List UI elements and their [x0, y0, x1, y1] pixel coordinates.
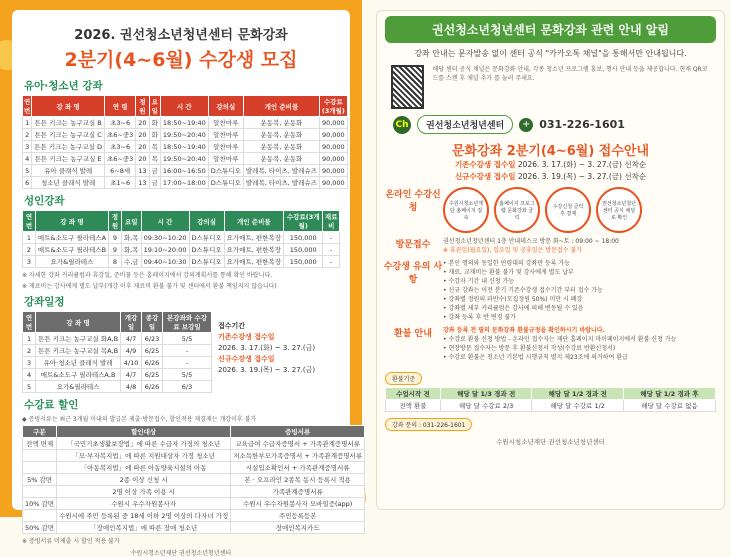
table-cell: 운동복, 운동화 — [243, 129, 319, 141]
refund-head: 강좌 등록 전 필히 문화강좌 환불규정을 확인하시기 바랍니다. — [443, 327, 605, 334]
left-panel — [12, 10, 363, 557]
table-cell: 발레복, 타이츠, 발레슈즈 — [243, 165, 319, 177]
table-cell: 6/26 — [142, 381, 163, 393]
table-cell: 9 — [109, 232, 122, 244]
table-cell: D스튜디오 — [189, 232, 224, 244]
youth-heading: 유아·청소년 강좌 — [24, 80, 103, 92]
kakao-channel-icon: Ch — [393, 116, 411, 134]
table-cell: 금 — [149, 165, 160, 177]
table-cell: 화,목 — [121, 232, 141, 244]
table-cell: 해당 달 수강료 없음 — [623, 400, 715, 412]
schedule-heading: 강좌일정 — [24, 296, 65, 308]
table-cell: 유아 클래식 발레 — [32, 165, 105, 177]
table-cell: 화,목 — [121, 244, 141, 256]
caution-item: • 강좌별 정원의 과반수(모집정원 50%) 미만 시 폐강 — [443, 296, 583, 303]
table-cell: 튼튼 키크는 농구교실 C — [32, 129, 105, 141]
table-cell: 5/5 — [163, 369, 212, 381]
table-cell — [23, 462, 57, 474]
table-header: 시 간 — [141, 211, 189, 232]
table-cell: 4/7 — [121, 369, 142, 381]
channel-name[interactable]: 권선청소년청년센터 — [417, 115, 513, 134]
table-cell: 19:50~20:40 — [160, 153, 208, 165]
table-cell: - — [323, 232, 340, 244]
table-header: 정원 — [109, 211, 122, 232]
table-cell: 13 — [136, 165, 149, 177]
table-cell: 4 — [23, 369, 36, 381]
table-cell: D스튜디오 — [208, 177, 243, 189]
table-cell: 90,000 — [319, 177, 347, 189]
table-header: 요일 — [149, 96, 160, 117]
schedule-row — [23, 369, 212, 381]
table-cell: 튼튼 키크는 농구교실 화A,B — [36, 333, 121, 345]
table-cell: 6 — [23, 177, 32, 189]
caution-label: 수강생 유의 사항 — [383, 262, 443, 285]
poster-year-title: 2026. 권선청소년청년센터 문화강좌 — [74, 28, 288, 43]
table-cell — [23, 510, 57, 522]
discount-row — [23, 462, 365, 474]
table-cell: 6/3 — [163, 381, 212, 393]
table-cell: 저소득한부모가족증명서 + 가족관계증명서류 — [231, 450, 365, 462]
table-cell: 튼튼 키크는 농구교실 D — [32, 141, 105, 153]
table-header: 수업시작 전 — [386, 388, 441, 400]
table-cell: 청소년 클래식 발레 — [32, 177, 105, 189]
discount-row — [23, 486, 365, 498]
table-cell: 초6~중3 — [105, 129, 136, 141]
table-cell: 6/26 — [142, 357, 163, 369]
table-cell: 2종 이상 신청 시 — [57, 474, 231, 486]
table-cell: 16:00~16:50 — [160, 165, 208, 177]
table-cell: 유아·청소년 클래식 발레 — [36, 357, 121, 369]
plus-icon[interactable]: + — [519, 118, 533, 132]
table-cell: 튼튼 키크는 농구교실 목A,B — [36, 345, 121, 357]
schedule-row — [23, 381, 212, 393]
table-cell: 2 — [23, 244, 36, 256]
table-cell: 「장애인복지법」에 따른 장애 청소년 — [57, 522, 231, 534]
table-cell: 20 — [136, 129, 149, 141]
table-header: 강 좌 명 — [36, 312, 121, 333]
schedule-row — [23, 333, 212, 345]
table-cell: - — [323, 256, 340, 268]
table-cell: 튼튼 키크는 농구교실 E — [32, 153, 105, 165]
caution-item: • 신규 강좌는 이전 분기 기존수강생 접수기간 부터 접수 가능 — [443, 287, 603, 294]
table-cell: - — [163, 357, 212, 369]
table-header: 재료비 — [323, 211, 340, 232]
right-panel — [376, 10, 725, 510]
table-cell: 6/25 — [142, 369, 163, 381]
table-cell: 시설입소확인서 + 가족관계증명서류 — [231, 462, 365, 474]
table-cell: 5/5 — [163, 333, 212, 345]
refund-block — [383, 326, 718, 362]
table-cell: 90,000 — [319, 165, 347, 177]
table-cell: 150,000 — [284, 232, 323, 244]
left-poster — [0, 0, 363, 557]
table-cell: 1 — [23, 117, 32, 129]
table-cell: 화 — [149, 117, 160, 129]
table-cell: 18:50~19:40 — [160, 117, 208, 129]
caution-list — [443, 259, 718, 322]
caution-block — [383, 259, 718, 322]
table-header: 해당 달 1/2 경과 전 — [532, 388, 624, 400]
table-cell: 90,000 — [319, 141, 347, 153]
caution-item: • 수강자 기간 내 신청 가능 — [443, 278, 515, 285]
adult-table — [22, 210, 340, 268]
table-cell: 수원시 우수자원봉사자 모바일증(app) — [231, 498, 365, 510]
table-header: 연번 — [23, 211, 36, 232]
refund-label: 환불 안내 — [394, 329, 432, 339]
discount-row — [23, 510, 365, 522]
table-cell: 장애인복지카드 — [231, 522, 365, 534]
receipt-period — [218, 311, 315, 393]
table-cell: 초3~6 — [105, 141, 136, 153]
table-header: 연번 — [23, 312, 36, 333]
table-header: 본강좌와 수강료 보강일 — [163, 312, 212, 333]
youth-row — [23, 141, 348, 153]
adult-note-2: ※ 재료비는 강사에게 별도 납부(개강 이후 재료비 환불 불가 및 센터에서 환불 책임지지 않습니다) — [22, 283, 277, 290]
table-cell: 13 — [136, 177, 149, 189]
youth-row — [23, 177, 348, 189]
table-cell: 수원시에 주민 등록된 중 18세 이하 2명 이상의 다자녀 가정 — [57, 510, 231, 522]
table-cell: 요가매트, 편한복장 — [224, 256, 283, 268]
table-header: 연 령 — [105, 96, 136, 117]
table-header: 할인대상 — [57, 426, 231, 438]
step-circle: 홈페이지 프로그램 문화강좌 클릭 — [494, 187, 540, 233]
table-cell: 4/8 — [121, 381, 142, 393]
table-cell: 5 — [23, 165, 32, 177]
discount-heading: 수강료 할인 — [24, 399, 79, 411]
refund-table — [385, 387, 716, 412]
discount-row — [23, 522, 365, 534]
online-label: 온라인 수강신청 — [385, 190, 441, 213]
table-cell: 150,000 — [284, 256, 323, 268]
table-header: 종강일 — [142, 312, 163, 333]
table-header: 정원 — [136, 96, 149, 117]
table-cell: 6/23 — [142, 333, 163, 345]
refund-item: • 수강료 환불은 청소년 기본법 시행규칙 별지 제23조에 의거하여 환급 — [443, 354, 628, 361]
table-cell: D스튜디오 — [208, 165, 243, 177]
table-cell: 본 · 오프라인 2종목 동시 등록시 적용 — [231, 474, 365, 486]
table-cell: 전액 면제 — [23, 438, 57, 450]
table-cell: 2 — [23, 129, 32, 141]
refund-list — [443, 335, 718, 362]
table-cell: 매트&소도구 필라테스A,B — [36, 369, 121, 381]
phone-number: 031-226-1601 — [539, 118, 625, 131]
online-block — [383, 187, 718, 233]
table-cell: 매트&소도구 필라테스A — [35, 232, 108, 244]
table-cell: 요가매트, 편한복장 — [224, 244, 283, 256]
table-cell: 해당 달 수강료 2/3 — [440, 400, 532, 412]
left-logo: 수원시청소년재단 권선청소년청년센터 — [130, 550, 232, 557]
table-cell: 1 — [23, 232, 36, 244]
youth-row — [23, 153, 348, 165]
table-cell: 발레복, 타이츠, 발레슈즈 — [243, 177, 319, 189]
table-cell: D스튜디오 — [189, 256, 224, 268]
table-cell: 초1~6 — [105, 177, 136, 189]
table-header: 개인 준비물 — [224, 211, 283, 232]
table-cell: 알찬마루 — [208, 153, 243, 165]
table-cell: 요가&필라테스 — [35, 256, 108, 268]
adult-row — [23, 232, 340, 244]
table-cell: 4/10 — [121, 357, 142, 369]
table-cell: 20 — [136, 141, 149, 153]
step-circle: 수강신청 클릭 후 결제 — [545, 187, 591, 233]
qr-code-icon[interactable] — [391, 65, 424, 109]
table-header: 증빙서류 — [231, 426, 365, 438]
adult-note-1: ※ 자세한 강좌 커리큘럼과 휴강일, 준비물 등은 홈페이지에서 강의계획서를 통해 확인 바랍니다. — [22, 272, 273, 279]
table-cell: 4 — [23, 153, 32, 165]
qr-text: 해당 센터 공식 채널은 문화강좌 안내, 각종 청소년 프로그램 홍보, 행사 안내 등을 제공합니다. 현재 QR코드를 스캔 후 채널 추가 를 눌러 주세요. — [432, 66, 708, 82]
receipt-dates — [377, 159, 724, 183]
refund-item: • 수강료 환불 신청 방법 - 온라인 접수자는 재단 홈페이지 마이페이지에서 환불 신청 가능 — [443, 336, 677, 343]
table-cell: 5% 감면 — [23, 474, 57, 486]
table-cell: 해당 달 수강료 1/2 — [532, 400, 624, 412]
inquiry: 강좌 문의 : 031-226-1601 — [385, 418, 472, 431]
schedule-row — [23, 345, 212, 357]
table-cell: 1 — [23, 333, 36, 345]
table-cell: 18:50~19:40 — [160, 141, 208, 153]
table-cell: D스튜디오 — [189, 244, 224, 256]
table-cell: 90,000 — [319, 129, 347, 141]
table-header: 수강료(3개월) — [319, 96, 347, 117]
table-cell: 「모·부자복지법」에 따른 지원대상자 가정 청소년 — [57, 450, 231, 462]
table-cell: 요가매트, 편한복장 — [224, 232, 283, 244]
discount-note: ◆ 증빙서류는 최근 3개월 이내의 발급본 제출·방문접수, 할인적용 재결제는 개강이후 불가 — [22, 416, 257, 423]
table-cell: 초3~6 — [105, 117, 136, 129]
right-logo: 수원시청소년재단 권선청소년청년센터 — [496, 438, 605, 446]
caution-item: • 본인 명의와 동일한 연령대의 강좌만 등록 가능 — [443, 260, 571, 267]
table-cell: 주민등록등본 — [231, 510, 365, 522]
youth-row — [23, 165, 348, 177]
table-header: 수강료(3개월) — [284, 211, 323, 232]
table-cell: 150,000 — [284, 244, 323, 256]
table-cell — [23, 486, 57, 498]
youth-row — [23, 129, 348, 141]
table-cell: 교육급여 수급자증명서 + 가족관계증명서류 — [231, 438, 365, 450]
caution-item: • 강좌 등록 후 반 변경 불가 — [443, 314, 516, 321]
poster-main-title: 2분기(4~6월) 수강생 모집 — [64, 49, 298, 71]
table-cell: 90,000 — [319, 117, 347, 129]
table-cell: 초6~중3 — [105, 153, 136, 165]
table-cell: 가족관계증명서류 — [231, 486, 365, 498]
existing-label: 기존수강생 접수일 — [454, 160, 516, 169]
table-cell: 3 — [23, 141, 32, 153]
youth-table — [22, 95, 348, 189]
channel-row — [393, 115, 708, 134]
adult-row — [23, 244, 340, 256]
table-cell: - — [163, 345, 212, 357]
table-cell: 4/9 — [121, 345, 142, 357]
existing-date: 2026. 3. 17.(화) ~ 3. 27.(금) — [218, 344, 316, 352]
caution-item: • 재료, 교재비는 환불 불가 및 강사에게 별도 납부 — [443, 269, 574, 276]
table-cell: 90,000 — [319, 153, 347, 165]
table-header: 구분 — [23, 426, 57, 438]
discount-row — [23, 474, 365, 486]
table-cell: 「아동복지법」에 따른 아동양육시설의 아동 — [57, 462, 231, 474]
discount-row — [23, 438, 365, 450]
discount-table — [22, 425, 365, 534]
table-cell: 19:10~20:00 — [141, 244, 189, 256]
table-cell: 알찬마루 — [208, 141, 243, 153]
table-cell: 9 — [109, 244, 122, 256]
table-cell: 20 — [136, 117, 149, 129]
table-header: 강의실 — [189, 211, 224, 232]
table-cell: 목 — [149, 141, 160, 153]
table-cell: 수,금 — [121, 256, 141, 268]
table-cell — [23, 450, 57, 462]
table-cell: 매트&소도구 필라테스B — [35, 244, 108, 256]
table-cell: 09:40~10:30 — [141, 256, 189, 268]
refund-item: • 현장방문 접수자는 방문 후 환불신청서 작성(수강료 반환신청서) — [443, 345, 616, 352]
table-cell: 6~8세 — [105, 165, 136, 177]
table-cell: 3 — [23, 256, 36, 268]
table-cell: 3 — [23, 357, 36, 369]
kakao-info: 강좌 안내는 문자발송 없이 센터 공식 "카카오톡 채널"을 통해서만 안내됩니다. — [414, 49, 687, 58]
table-cell: 알찬마루 — [208, 117, 243, 129]
new-label: 신규수강생 접수일 — [454, 172, 516, 181]
table-cell: 20 — [136, 153, 149, 165]
adult-row — [23, 256, 340, 268]
new-date: 2026. 3. 19.(목) ~ 3. 27.(금) — [218, 366, 316, 374]
discount-row — [23, 450, 365, 462]
table-header: 강의실 — [208, 96, 243, 117]
table-cell: 알찬마루 — [208, 129, 243, 141]
new-date: 2026. 3. 19.(목) ~ 3. 27.(금) 선착순 — [517, 172, 647, 181]
table-cell: 화 — [149, 129, 160, 141]
table-cell: 운동복, 운동화 — [243, 117, 319, 129]
table-cell: 50% 감면 — [23, 522, 57, 534]
table-header: 강 좌 명 — [35, 211, 108, 232]
youth-row — [23, 117, 348, 129]
table-header: 개강일 — [121, 312, 142, 333]
schedule-row — [23, 357, 212, 369]
table-header: 해당 달 1/2 경과 후 — [623, 388, 715, 400]
table-header: 요일 — [121, 211, 141, 232]
refund-table-title: 환불기준 — [385, 372, 422, 385]
table-cell: 09:30~10:20 — [141, 232, 189, 244]
table-header: 연번 — [23, 96, 32, 117]
table-header: 시 간 — [160, 96, 208, 117]
table-cell: 8 — [109, 256, 122, 268]
schedule-table — [22, 311, 212, 393]
table-cell: 2명 이상 가족 이용 시 — [57, 486, 231, 498]
discount-row — [23, 498, 365, 510]
table-cell: 금 — [149, 177, 160, 189]
table-cell: 2 — [23, 345, 36, 357]
table-cell: 튼튼 키크는 농구교실 B — [32, 117, 105, 129]
discount-footnote: ※ 증빙서류 미제출 시 할인 적용 불가 — [22, 538, 120, 545]
table-cell: 10% 감면 — [23, 498, 57, 510]
table-cell: 4/7 — [121, 333, 142, 345]
table-cell: 운동복, 운동화 — [243, 153, 319, 165]
visit-text: 권선청소년청년센터 1층 안내데스크 방문 화~토 : 09:00 ~ 18:00 — [443, 238, 619, 245]
table-cell: 17:00~18:00 — [160, 177, 208, 189]
step-circle: 권선청소년청년센터 공식 채널로 확인 — [596, 187, 642, 233]
table-cell: 「국민기초생활보장법」에 따른 수급자 가정의 청소년 — [57, 438, 231, 450]
step-circle: 수원시청소년재단 홈페이지 접속 — [443, 187, 489, 233]
table-cell: - — [323, 244, 340, 256]
visit-block — [383, 237, 718, 255]
table-cell: 5 — [23, 381, 36, 393]
right-poster — [370, 0, 731, 517]
adult-heading: 성인강좌 — [24, 195, 65, 207]
online-steps — [443, 187, 642, 233]
table-cell: 요가&필라테스 — [36, 381, 121, 393]
new-label: 신규수강생 접수일 — [218, 355, 275, 363]
table-cell: 6/25 — [142, 345, 163, 357]
visit-text-2: ※ 휴관일(월요일), 일요일 및 공휴일은 방문접수 불가 — [443, 247, 582, 254]
existing-date: 2026. 3. 17.(화) ~ 3. 27.(금) 선착순 — [517, 160, 647, 169]
refund-row — [386, 400, 716, 412]
table-header: 개인 준비물 — [243, 96, 319, 117]
receipt-title: 접수기간 — [218, 322, 246, 330]
table-header: 해당 달 1/3 경과 전 — [440, 388, 532, 400]
table-cell: 19:50~20:40 — [160, 129, 208, 141]
table-cell: 운동복, 운동화 — [243, 141, 319, 153]
notice-banner: 권선청소년청년센터 문화강좌 관련 안내 알림 — [385, 16, 716, 43]
visit-label: 방문접수 — [395, 240, 431, 250]
table-cell: 수원시 우수자원봉사자 — [57, 498, 231, 510]
existing-label: 기존수강생 접수일 — [218, 333, 275, 341]
receipt-heading: 문화강좌 2분기(4~6월) 접수안내 — [451, 144, 650, 159]
table-cell: 전액 환불 — [386, 400, 441, 412]
table-cell: 목 — [149, 153, 160, 165]
caution-item: • 강좌별 세부 커리큘럼은 강사에 의해 변동될 수 있음 — [443, 305, 584, 312]
table-header: 강 좌 명 — [32, 96, 105, 117]
